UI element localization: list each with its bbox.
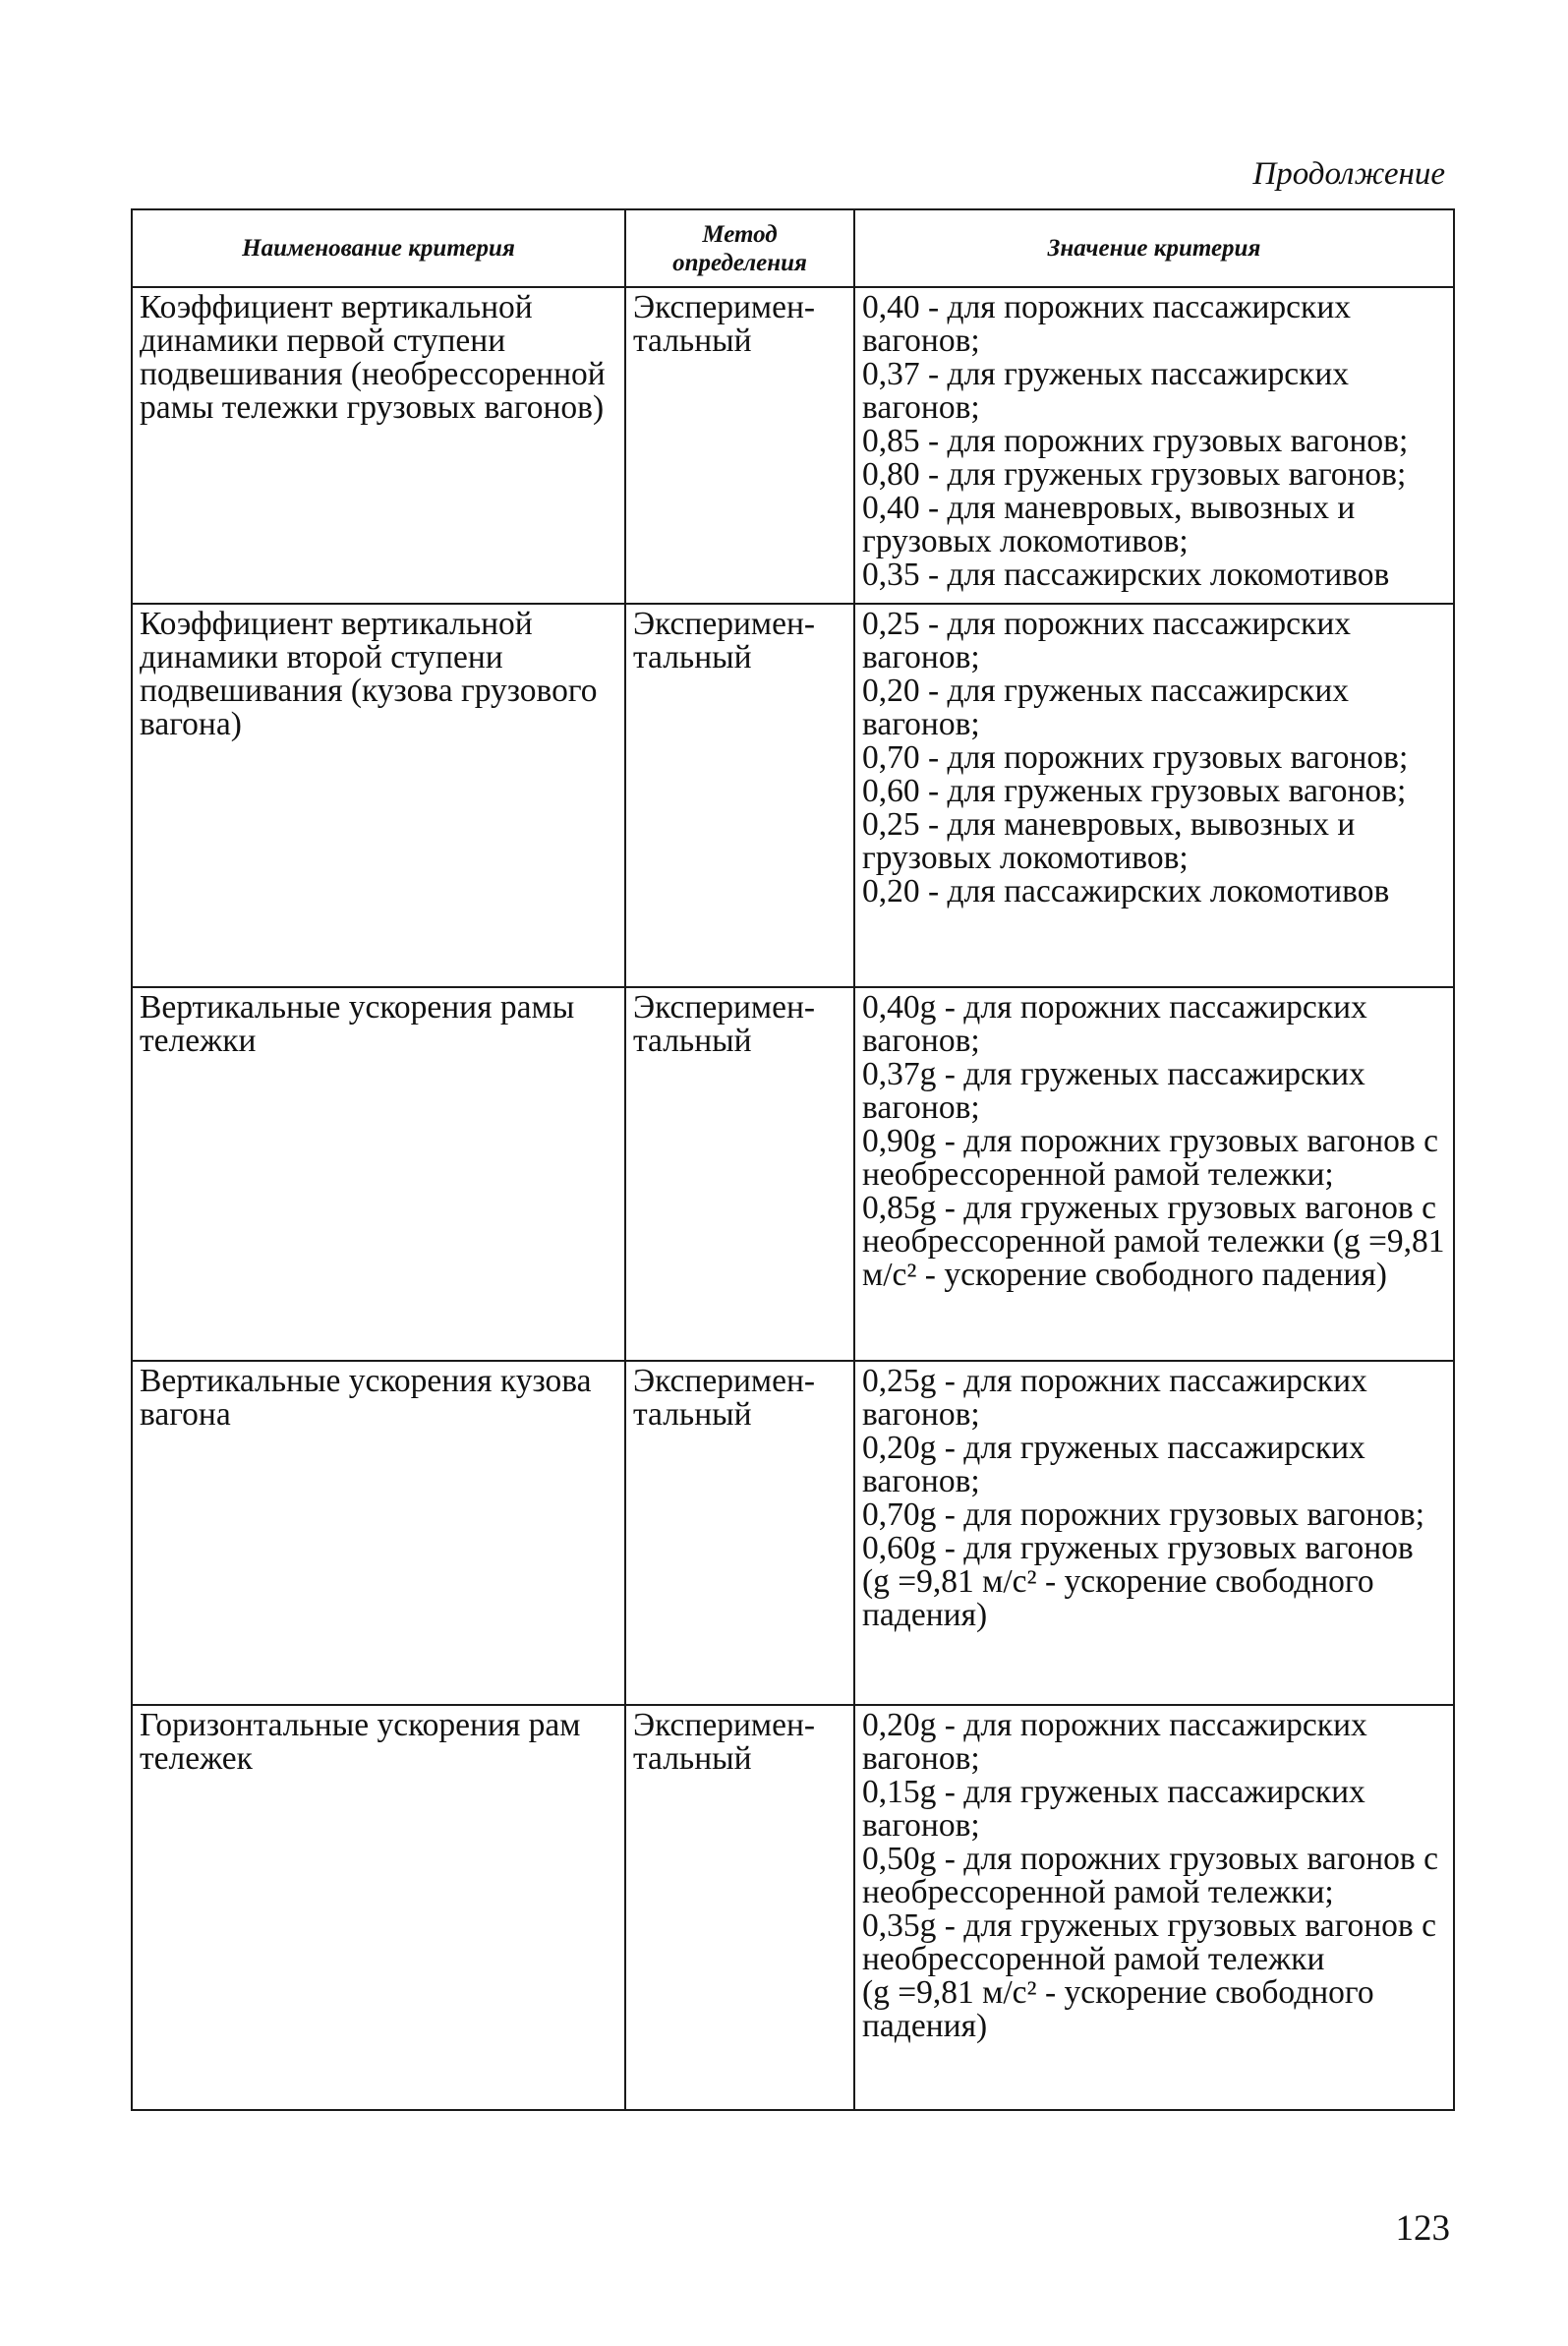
criterion-value-cell <box>854 1705 1454 2110</box>
value-line: 0,20g - для порожних пассажирских вагонов; <box>862 1707 1367 1777</box>
value-line: 0,70g - для порожних грузовых вагонов; <box>862 1496 1425 1533</box>
value-line: 0,50g - для порожних грузовых вагонов с необрессоренной рамой тележки; <box>862 1841 1438 1910</box>
value-line: 0,80 - для груженых грузовых вагонов; <box>862 456 1407 493</box>
criterion-value-cell <box>854 1361 1454 1705</box>
table-row <box>132 987 1454 1361</box>
criterion-name-cell: Коэффициент вертикальной динамики второй ступени подвешивания (кузова грузового вагона) <box>132 604 625 987</box>
value-line: 0,25g - для порожних пассажирских вагонов; <box>862 1363 1367 1433</box>
criterion-name-cell: Вертикальные ускорения кузова вагона <box>132 1361 625 1705</box>
value-line: 0,20g - для груженых пассажирских вагонов; <box>862 1430 1365 1499</box>
value-line: (g =9,81 м/с² - ускорение свободного падения) <box>862 1563 1374 1633</box>
criterion-value-cell <box>854 987 1454 1361</box>
value-line: 0,37 - для груженых пассажирских вагонов; <box>862 356 1350 426</box>
method-cell: Эксперимен-тальный <box>625 987 854 1361</box>
value-line: 0,35 - для пассажирских локомотивов <box>862 557 1390 593</box>
table-header-row <box>132 209 1454 287</box>
header-method: Метод определения <box>625 209 854 287</box>
value-line: 0,60 - для груженых грузовых вагонов; <box>862 773 1407 809</box>
value-line: 0,85 - для порожних грузовых вагонов; <box>862 423 1409 459</box>
value-line: 0,15g - для груженых пассажирских вагонов; <box>862 1774 1365 1844</box>
value-line: 0,40 - для маневровых, вывозных и грузовых локомотивов; <box>862 490 1356 559</box>
value-line: 0,90g - для порожних грузовых вагонов с необрессоренной рамой тележки; <box>862 1123 1438 1193</box>
value-line: 0,60g - для груженых грузовых вагонов <box>862 1530 1414 1566</box>
value-line: 0,25 - для порожних пассажирских вагонов; <box>862 606 1352 675</box>
table-row <box>132 1705 1454 2110</box>
table-row <box>132 604 1454 987</box>
criterion-name-cell: Горизонтальные ускорения рам тележек <box>132 1705 625 2110</box>
value-line: (g =9,81 м/с² - ускорение свободного падения) <box>862 1974 1374 2044</box>
page-number: 123 <box>1395 2208 1450 2249</box>
method-cell: Эксперимен-тальный <box>625 1705 854 2110</box>
criterion-value-cell <box>854 287 1454 604</box>
value-line: 0,25 - для маневровых, вывозных и грузовых локомотивов; <box>862 806 1356 876</box>
header-criterion-name: Наименование критерия <box>132 209 625 287</box>
continuation-label: Продолжение <box>1252 156 1445 192</box>
criteria-table <box>131 208 1455 2111</box>
value-line: 0,70 - для порожних грузовых вагонов; <box>862 739 1409 776</box>
value-line: 0,85g - для груженых грузовых вагонов с необрессоренной рамой тележки (g =9,81 м/с² - ускорение свободного падения) <box>862 1190 1445 1293</box>
table-row <box>132 287 1454 604</box>
value-line: 0,40g - для порожних пассажирских вагонов; <box>862 989 1367 1059</box>
criterion-name-cell: Коэффициент вертикальной динамики первой ступени подвешивания (необрессоренной рамы тележки грузовых вагонов) <box>132 287 625 604</box>
criterion-value-cell <box>854 604 1454 987</box>
value-line: 0,40 - для порожних пассажирских вагонов; <box>862 289 1352 359</box>
value-line: 0,37g - для груженых пассажирских вагонов; <box>862 1056 1365 1126</box>
value-line: 0,20 - для пассажирских локомотивов <box>862 873 1390 909</box>
value-line: 0,35g - для груженых грузовых вагонов с необрессоренной рамой тележки <box>862 1907 1436 1977</box>
method-cell: Эксперимен-тальный <box>625 287 854 604</box>
header-criterion-value: Значение критерия <box>854 209 1454 287</box>
table-row <box>132 1361 1454 1705</box>
method-cell: Эксперимен-тальный <box>625 1361 854 1705</box>
value-line: 0,20 - для груженых пассажирских вагонов; <box>862 673 1350 742</box>
criterion-name-cell: Вертикальные ускорения рамы тележки <box>132 987 625 1361</box>
method-cell: Эксперимен-тальный <box>625 604 854 987</box>
